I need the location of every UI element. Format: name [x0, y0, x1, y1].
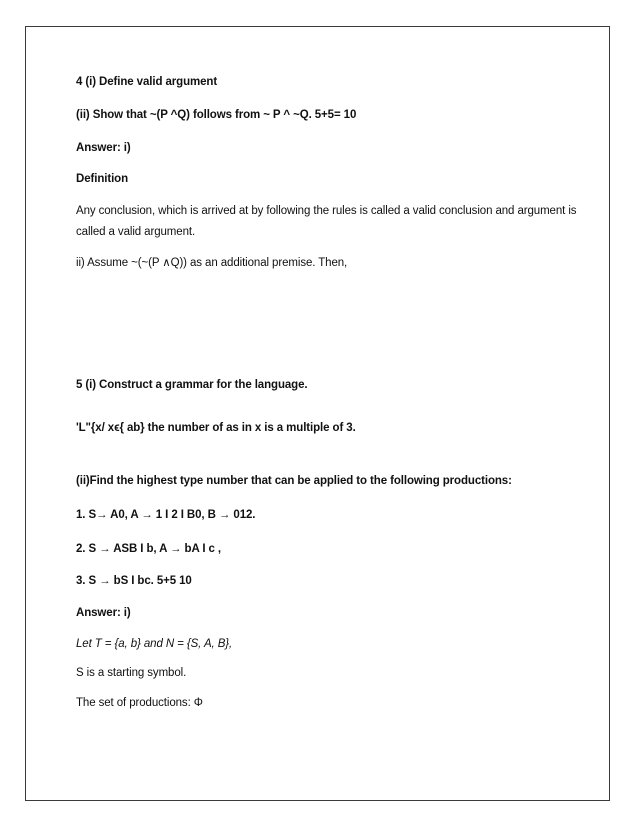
answer-label-q4: Answer: i)	[76, 142, 131, 154]
answer-label-q5: Answer: i)	[76, 607, 131, 619]
question-5-part-ii: (ii)Find the highest type number that can be applied to the following productions:	[76, 475, 512, 487]
terminals-nonterminals: Let T = {a, b} and N = {S, A, B},	[76, 638, 233, 650]
production-2: 2. S → ASB I b, A → bA I c ,	[76, 543, 222, 555]
production-1: 1. S→ A0, A → 1 I 2 I B0, B → 012.	[76, 509, 256, 521]
definition-text-line-2: called a valid argument.	[76, 226, 196, 238]
definition-text-line-1: Any conclusion, which is arrived at by following the rules is called a valid conclusion and argument is	[76, 205, 577, 217]
production-3: 3. S → bS I bc. 5+5 10	[76, 575, 192, 587]
part-ii-assumption: ii) Assume ~(~(P ∧Q)) as an additional premise. Then,	[76, 257, 348, 269]
definition-heading: Definition	[76, 173, 129, 185]
question-4-heading: 4 (i) Define valid argument	[76, 76, 218, 88]
question-5-heading: 5 (i) Construct a grammar for the language.	[76, 379, 308, 391]
set-of-productions: The set of productions: Φ	[76, 697, 203, 709]
question-4-part-ii: (ii) Show that ~(P ^Q) follows from ~ P ^ ~Q. 5+5= 10	[76, 109, 357, 121]
start-symbol: S is a starting symbol.	[76, 667, 187, 679]
language-definition: 'L"{x/ xϵ{ ab} the number of as in x is a multiple of 3.	[76, 422, 356, 434]
